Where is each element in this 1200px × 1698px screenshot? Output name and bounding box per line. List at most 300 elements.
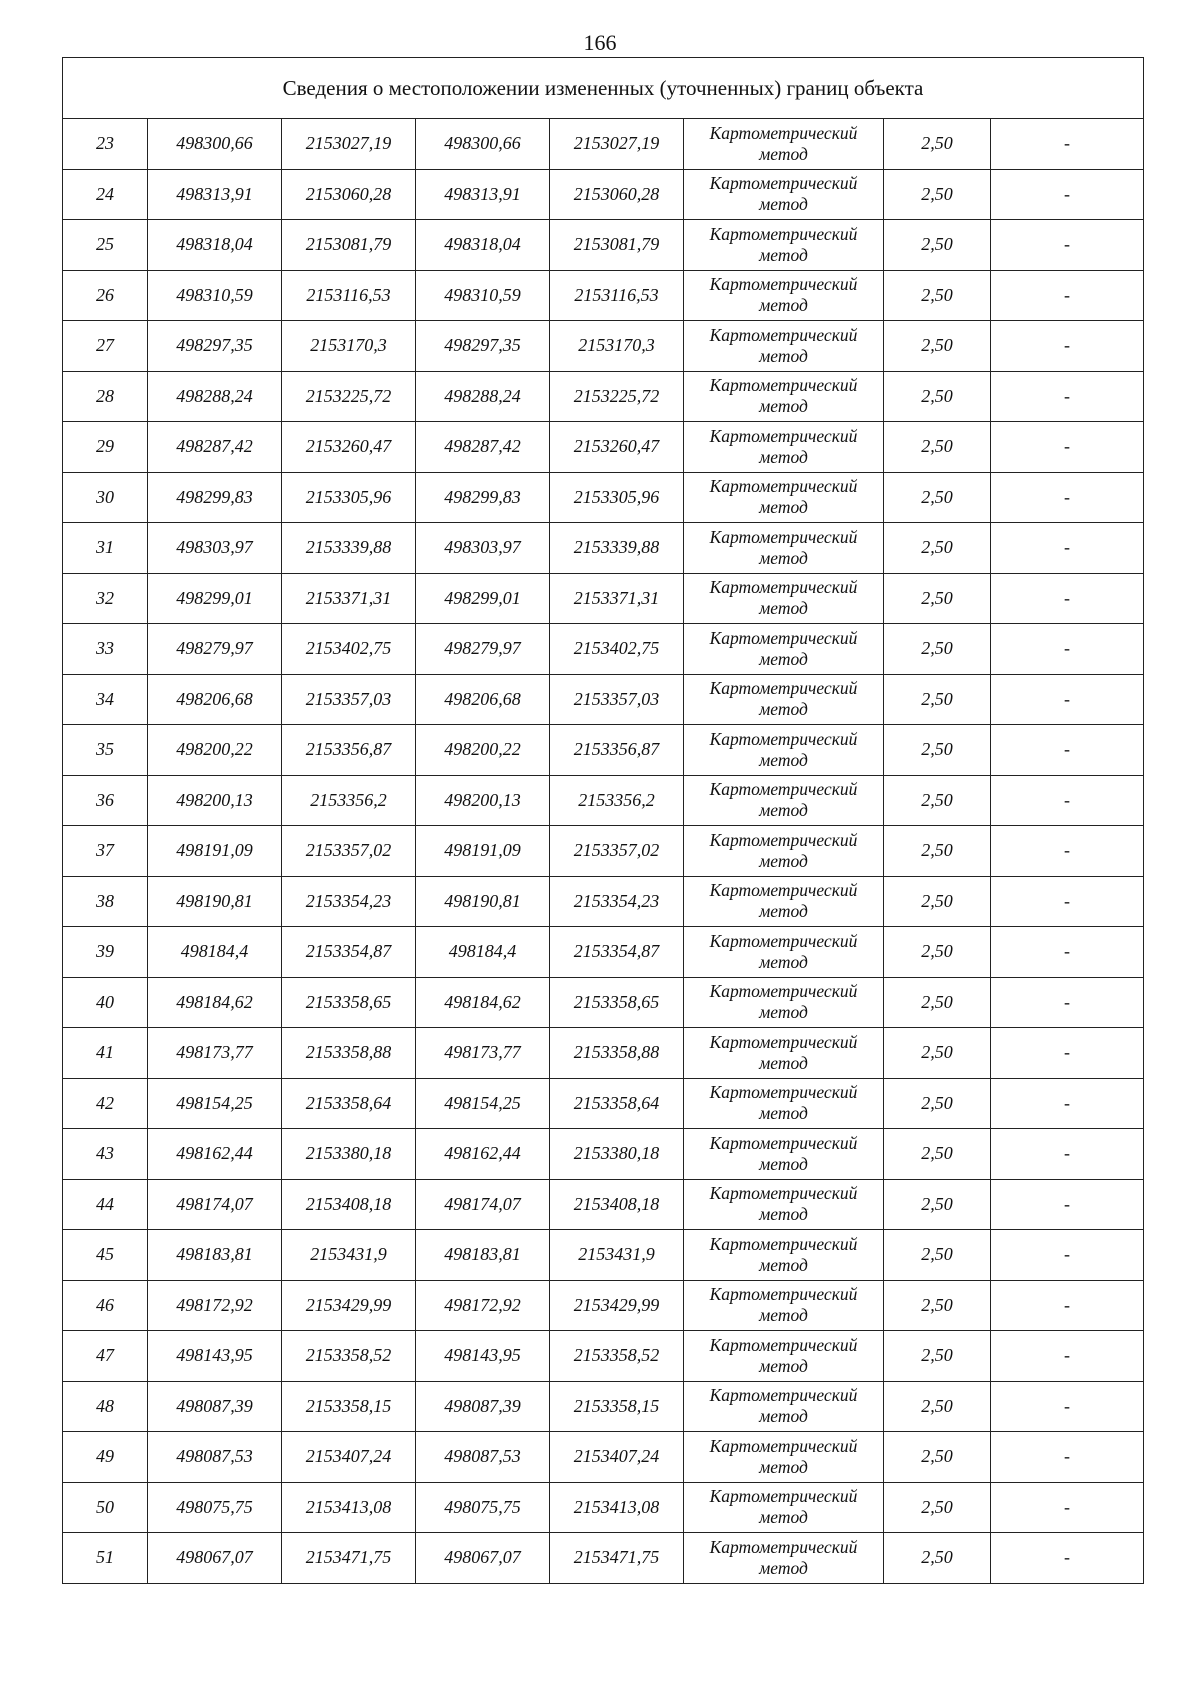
refined-x-cell: 498206,68: [416, 674, 550, 725]
table-row: [63, 927, 1144, 978]
refined-x-cell: 498067,07: [416, 1533, 550, 1584]
note-cell: -: [991, 624, 1144, 675]
existing-x-cell: 498299,01: [148, 573, 282, 624]
refined-x-cell: 498143,95: [416, 1331, 550, 1382]
refined-x-cell: 498184,62: [416, 977, 550, 1028]
existing-x-cell: 498184,4: [148, 927, 282, 978]
method-cell: [684, 573, 884, 624]
refined-x-cell: 498174,07: [416, 1179, 550, 1230]
refined-y-cell: 2153358,64: [550, 1078, 684, 1129]
refined-y-cell: 2153356,2: [550, 775, 684, 826]
note-cell: -: [991, 119, 1144, 170]
refined-x-cell: 498287,42: [416, 422, 550, 473]
method-text: [710, 1183, 858, 1225]
precision-cell: 2,50: [884, 523, 991, 574]
note-cell: -: [991, 977, 1144, 1028]
method-cell: [684, 1381, 884, 1432]
method-line-1: Картометрический: [709, 425, 858, 446]
note-cell: -: [991, 1432, 1144, 1483]
method-cell: [684, 1432, 884, 1483]
precision-cell: 2,50: [884, 573, 991, 624]
method-cell: [684, 169, 884, 220]
boundary-coordinates-table: [62, 57, 1144, 1584]
existing-y-cell: 2153354,23: [282, 876, 416, 927]
method-line-1: Картометрический: [709, 728, 858, 749]
note-cell: -: [991, 1028, 1144, 1079]
method-line-2: метод: [759, 749, 808, 770]
method-line-2: метод: [759, 1052, 808, 1073]
method-text: [710, 426, 858, 468]
method-line-1: Картометрический: [709, 526, 858, 547]
precision-cell: 2,50: [884, 977, 991, 1028]
point-number-cell: 47: [63, 1331, 148, 1382]
method-text: [710, 1234, 858, 1276]
method-line-2: метод: [759, 800, 808, 821]
table-row: [63, 1533, 1144, 1584]
refined-y-cell: 2153225,72: [550, 371, 684, 422]
table-row: [63, 876, 1144, 927]
refined-x-cell: 498184,4: [416, 927, 550, 978]
refined-x-cell: 498154,25: [416, 1078, 550, 1129]
refined-y-cell: 2153027,19: [550, 119, 684, 170]
table-row: [63, 624, 1144, 675]
method-line-2: метод: [759, 446, 808, 467]
existing-y-cell: 2153358,64: [282, 1078, 416, 1129]
method-line-1: Картометрический: [709, 324, 858, 345]
note-cell: -: [991, 826, 1144, 877]
precision-cell: 2,50: [884, 422, 991, 473]
method-cell: [684, 1230, 884, 1281]
refined-x-cell: 498200,22: [416, 725, 550, 776]
note-cell: -: [991, 1078, 1144, 1129]
table-title-row: [63, 58, 1144, 119]
method-text: [710, 981, 858, 1023]
method-text: [710, 1537, 858, 1579]
existing-y-cell: 2153429,99: [282, 1280, 416, 1331]
method-line-2: метод: [759, 295, 808, 316]
note-cell: -: [991, 422, 1144, 473]
method-text: [710, 1133, 858, 1175]
existing-x-cell: 498313,91: [148, 169, 282, 220]
existing-y-cell: 2153356,2: [282, 775, 416, 826]
note-cell: -: [991, 1331, 1144, 1382]
table-title: Сведения о местоположении измененных (уточненных) границ объекта: [63, 58, 1144, 119]
method-cell: [684, 1331, 884, 1382]
refined-x-cell: 498279,97: [416, 624, 550, 675]
existing-y-cell: 2153371,31: [282, 573, 416, 624]
point-number-cell: 48: [63, 1381, 148, 1432]
method-line-2: метод: [759, 901, 808, 922]
method-line-2: метод: [759, 194, 808, 215]
method-text: [710, 1032, 858, 1074]
existing-x-cell: 498075,75: [148, 1482, 282, 1533]
table-row: [63, 725, 1144, 776]
existing-y-cell: 2153358,88: [282, 1028, 416, 1079]
existing-y-cell: 2153305,96: [282, 472, 416, 523]
existing-y-cell: 2153339,88: [282, 523, 416, 574]
existing-y-cell: 2153358,65: [282, 977, 416, 1028]
method-line-1: Картометрический: [709, 829, 858, 850]
method-text: [710, 224, 858, 266]
refined-x-cell: 498183,81: [416, 1230, 550, 1281]
existing-x-cell: 498299,83: [148, 472, 282, 523]
existing-x-cell: 498143,95: [148, 1331, 282, 1382]
existing-y-cell: 2153356,87: [282, 725, 416, 776]
existing-x-cell: 498190,81: [148, 876, 282, 927]
method-line-2: метод: [759, 1153, 808, 1174]
table-row: [63, 1230, 1144, 1281]
point-number-cell: 25: [63, 220, 148, 271]
note-cell: -: [991, 1280, 1144, 1331]
method-cell: [684, 523, 884, 574]
existing-x-cell: 498191,09: [148, 826, 282, 877]
precision-cell: 2,50: [884, 876, 991, 927]
point-number-cell: 43: [63, 1129, 148, 1180]
refined-y-cell: 2153402,75: [550, 624, 684, 675]
refined-x-cell: 498200,13: [416, 775, 550, 826]
existing-x-cell: 498087,53: [148, 1432, 282, 1483]
method-line-2: метод: [759, 1507, 808, 1528]
point-number-cell: 23: [63, 119, 148, 170]
table-row: [63, 220, 1144, 271]
method-text: [710, 678, 858, 720]
method-cell: [684, 371, 884, 422]
method-line-2: метод: [759, 648, 808, 669]
method-line-1: Картометрический: [709, 678, 858, 699]
table-row: [63, 1028, 1144, 1079]
existing-x-cell: 498206,68: [148, 674, 282, 725]
method-line-1: Картометрический: [709, 1435, 858, 1456]
existing-y-cell: 2153060,28: [282, 169, 416, 220]
table-row: [63, 1331, 1144, 1382]
precision-cell: 2,50: [884, 1331, 991, 1382]
method-line-1: Картометрический: [709, 930, 858, 951]
method-line-1: Картометрический: [709, 577, 858, 598]
method-text: [710, 830, 858, 872]
method-line-2: метод: [759, 951, 808, 972]
refined-x-cell: 498173,77: [416, 1028, 550, 1079]
note-cell: -: [991, 472, 1144, 523]
method-line-2: метод: [759, 244, 808, 265]
note-cell: -: [991, 1482, 1144, 1533]
precision-cell: 2,50: [884, 472, 991, 523]
method-line-1: Картометрический: [709, 476, 858, 497]
existing-x-cell: 498173,77: [148, 1028, 282, 1079]
point-number-cell: 36: [63, 775, 148, 826]
point-number-cell: 45: [63, 1230, 148, 1281]
existing-y-cell: 2153471,75: [282, 1533, 416, 1584]
refined-x-cell: 498300,66: [416, 119, 550, 170]
refined-x-cell: 498310,59: [416, 270, 550, 321]
note-cell: -: [991, 321, 1144, 372]
refined-y-cell: 2153354,87: [550, 927, 684, 978]
point-number-cell: 37: [63, 826, 148, 877]
note-cell: -: [991, 1230, 1144, 1281]
existing-y-cell: 2153027,19: [282, 119, 416, 170]
method-line-2: метод: [759, 699, 808, 720]
method-line-1: Картометрический: [709, 1132, 858, 1153]
note-cell: -: [991, 1381, 1144, 1432]
refined-y-cell: 2153060,28: [550, 169, 684, 220]
method-cell: [684, 321, 884, 372]
note-cell: -: [991, 573, 1144, 624]
point-number-cell: 26: [63, 270, 148, 321]
refined-x-cell: 498191,09: [416, 826, 550, 877]
existing-y-cell: 2153170,3: [282, 321, 416, 372]
refined-y-cell: 2153358,88: [550, 1028, 684, 1079]
table-row: [63, 119, 1144, 170]
existing-y-cell: 2153380,18: [282, 1129, 416, 1180]
point-number-cell: 29: [63, 422, 148, 473]
method-cell: [684, 1533, 884, 1584]
table-row: [63, 1078, 1144, 1129]
refined-y-cell: 2153471,75: [550, 1533, 684, 1584]
method-line-1: Картометрический: [709, 1486, 858, 1507]
method-line-1: Картометрический: [709, 1233, 858, 1254]
method-line-2: метод: [759, 1254, 808, 1275]
refined-y-cell: 2153358,52: [550, 1331, 684, 1382]
existing-y-cell: 2153413,08: [282, 1482, 416, 1533]
precision-cell: 2,50: [884, 371, 991, 422]
note-cell: -: [991, 169, 1144, 220]
method-text: [710, 931, 858, 973]
refined-x-cell: 498075,75: [416, 1482, 550, 1533]
existing-y-cell: 2153354,87: [282, 927, 416, 978]
method-cell: [684, 876, 884, 927]
existing-x-cell: 498183,81: [148, 1230, 282, 1281]
existing-y-cell: 2153225,72: [282, 371, 416, 422]
refined-x-cell: 498087,39: [416, 1381, 550, 1432]
existing-x-cell: 498310,59: [148, 270, 282, 321]
existing-y-cell: 2153408,18: [282, 1179, 416, 1230]
note-cell: -: [991, 725, 1144, 776]
method-text: [710, 1335, 858, 1377]
method-cell: [684, 977, 884, 1028]
existing-x-cell: 498184,62: [148, 977, 282, 1028]
method-cell: [684, 119, 884, 170]
refined-y-cell: 2153408,18: [550, 1179, 684, 1230]
refined-x-cell: 498303,97: [416, 523, 550, 574]
precision-cell: 2,50: [884, 725, 991, 776]
existing-x-cell: 498303,97: [148, 523, 282, 574]
refined-y-cell: 2153429,99: [550, 1280, 684, 1331]
refined-x-cell: 498288,24: [416, 371, 550, 422]
existing-x-cell: 498287,42: [148, 422, 282, 473]
method-line-1: Картометрический: [709, 981, 858, 1002]
method-text: [710, 779, 858, 821]
refined-x-cell: 498299,01: [416, 573, 550, 624]
method-line-1: Картометрический: [709, 1334, 858, 1355]
precision-cell: 2,50: [884, 624, 991, 675]
refined-y-cell: 2153356,87: [550, 725, 684, 776]
method-cell: [684, 927, 884, 978]
method-line-2: метод: [759, 598, 808, 619]
method-line-2: метод: [759, 1557, 808, 1578]
method-text: [710, 880, 858, 922]
precision-cell: 2,50: [884, 119, 991, 170]
note-cell: -: [991, 1179, 1144, 1230]
point-number-cell: 51: [63, 1533, 148, 1584]
method-line-2: метод: [759, 1355, 808, 1376]
precision-cell: 2,50: [884, 1179, 991, 1230]
method-text: [710, 628, 858, 670]
note-cell: -: [991, 927, 1144, 978]
method-cell: [684, 725, 884, 776]
existing-x-cell: 498067,07: [148, 1533, 282, 1584]
note-cell: -: [991, 371, 1144, 422]
existing-x-cell: 498279,97: [148, 624, 282, 675]
method-cell: [684, 674, 884, 725]
method-line-1: Картометрический: [709, 880, 858, 901]
method-line-1: Картометрический: [709, 223, 858, 244]
precision-cell: 2,50: [884, 1280, 991, 1331]
refined-y-cell: 2153431,9: [550, 1230, 684, 1281]
refined-x-cell: 498318,04: [416, 220, 550, 271]
method-line-2: метод: [759, 396, 808, 417]
point-number-cell: 27: [63, 321, 148, 372]
refined-y-cell: 2153358,65: [550, 977, 684, 1028]
point-number-cell: 38: [63, 876, 148, 927]
point-number-cell: 40: [63, 977, 148, 1028]
point-number-cell: 39: [63, 927, 148, 978]
table-row: [63, 1482, 1144, 1533]
refined-y-cell: 2153357,03: [550, 674, 684, 725]
table-row: [63, 674, 1144, 725]
method-cell: [684, 270, 884, 321]
refined-y-cell: 2153371,31: [550, 573, 684, 624]
existing-y-cell: 2153081,79: [282, 220, 416, 271]
precision-cell: 2,50: [884, 775, 991, 826]
precision-cell: 2,50: [884, 1432, 991, 1483]
refined-y-cell: 2153081,79: [550, 220, 684, 271]
method-line-1: Картометрический: [709, 274, 858, 295]
point-number-cell: 46: [63, 1280, 148, 1331]
existing-x-cell: 498318,04: [148, 220, 282, 271]
method-text: [710, 1486, 858, 1528]
existing-x-cell: 498288,24: [148, 371, 282, 422]
precision-cell: 2,50: [884, 927, 991, 978]
method-line-2: метод: [759, 143, 808, 164]
method-line-2: метод: [759, 1103, 808, 1124]
method-cell: [684, 1078, 884, 1129]
precision-cell: 2,50: [884, 1078, 991, 1129]
refined-y-cell: 2153358,15: [550, 1381, 684, 1432]
precision-cell: 2,50: [884, 321, 991, 372]
method-cell: [684, 624, 884, 675]
table-row: [63, 573, 1144, 624]
refined-y-cell: 2153339,88: [550, 523, 684, 574]
point-number-cell: 41: [63, 1028, 148, 1079]
refined-x-cell: 498313,91: [416, 169, 550, 220]
table-row: [63, 1129, 1144, 1180]
table-row: [63, 321, 1144, 372]
refined-x-cell: 498190,81: [416, 876, 550, 927]
table-row: [63, 371, 1144, 422]
table-row: [63, 1432, 1144, 1483]
table-row: [63, 270, 1144, 321]
method-text: [710, 527, 858, 569]
refined-x-cell: 498087,53: [416, 1432, 550, 1483]
table-row: [63, 1381, 1144, 1432]
note-cell: -: [991, 674, 1144, 725]
method-cell: [684, 1179, 884, 1230]
precision-cell: 2,50: [884, 674, 991, 725]
method-text: [710, 577, 858, 619]
existing-x-cell: 498154,25: [148, 1078, 282, 1129]
method-text: [710, 1436, 858, 1478]
point-number-cell: 34: [63, 674, 148, 725]
precision-cell: 2,50: [884, 220, 991, 271]
precision-cell: 2,50: [884, 1482, 991, 1533]
table-row: [63, 775, 1144, 826]
refined-y-cell: 2153260,47: [550, 422, 684, 473]
existing-x-cell: 498174,07: [148, 1179, 282, 1230]
refined-y-cell: 2153357,02: [550, 826, 684, 877]
point-number-cell: 28: [63, 371, 148, 422]
refined-y-cell: 2153407,24: [550, 1432, 684, 1483]
method-line-1: Картометрический: [709, 1082, 858, 1103]
method-cell: [684, 775, 884, 826]
method-cell: [684, 422, 884, 473]
refined-y-cell: 2153380,18: [550, 1129, 684, 1180]
precision-cell: 2,50: [884, 1129, 991, 1180]
point-number-cell: 30: [63, 472, 148, 523]
method-line-1: Картометрический: [709, 1031, 858, 1052]
existing-y-cell: 2153357,03: [282, 674, 416, 725]
method-text: [710, 375, 858, 417]
existing-x-cell: 498297,35: [148, 321, 282, 372]
table-row: [63, 1280, 1144, 1331]
method-line-1: Картометрический: [709, 1385, 858, 1406]
method-cell: [684, 1482, 884, 1533]
refined-x-cell: 498162,44: [416, 1129, 550, 1180]
point-number-cell: 50: [63, 1482, 148, 1533]
method-line-1: Картометрический: [709, 173, 858, 194]
note-cell: -: [991, 1129, 1144, 1180]
precision-cell: 2,50: [884, 270, 991, 321]
method-line-2: метод: [759, 497, 808, 518]
existing-y-cell: 2153260,47: [282, 422, 416, 473]
point-number-cell: 44: [63, 1179, 148, 1230]
note-cell: -: [991, 523, 1144, 574]
method-text: [710, 173, 858, 215]
table-row: [63, 1179, 1144, 1230]
note-cell: -: [991, 220, 1144, 271]
method-text: [710, 729, 858, 771]
method-line-2: метод: [759, 1406, 808, 1427]
method-line-2: метод: [759, 547, 808, 568]
precision-cell: 2,50: [884, 1028, 991, 1079]
method-text: [710, 1284, 858, 1326]
point-number-cell: 35: [63, 725, 148, 776]
page-number: 166: [583, 30, 617, 55]
point-number-cell: 49: [63, 1432, 148, 1483]
existing-x-cell: 498162,44: [148, 1129, 282, 1180]
method-cell: [684, 1028, 884, 1079]
existing-y-cell: 2153116,53: [282, 270, 416, 321]
table-row: [63, 977, 1144, 1028]
existing-y-cell: 2153407,24: [282, 1432, 416, 1483]
method-line-2: метод: [759, 1002, 808, 1023]
method-line-1: Картометрический: [709, 779, 858, 800]
method-line-1: Картометрический: [709, 1284, 858, 1305]
refined-y-cell: 2153354,23: [550, 876, 684, 927]
method-text: [710, 123, 858, 165]
existing-y-cell: 2153431,9: [282, 1230, 416, 1281]
existing-x-cell: 498200,13: [148, 775, 282, 826]
method-line-1: Картометрический: [709, 1183, 858, 1204]
method-text: [710, 325, 858, 367]
